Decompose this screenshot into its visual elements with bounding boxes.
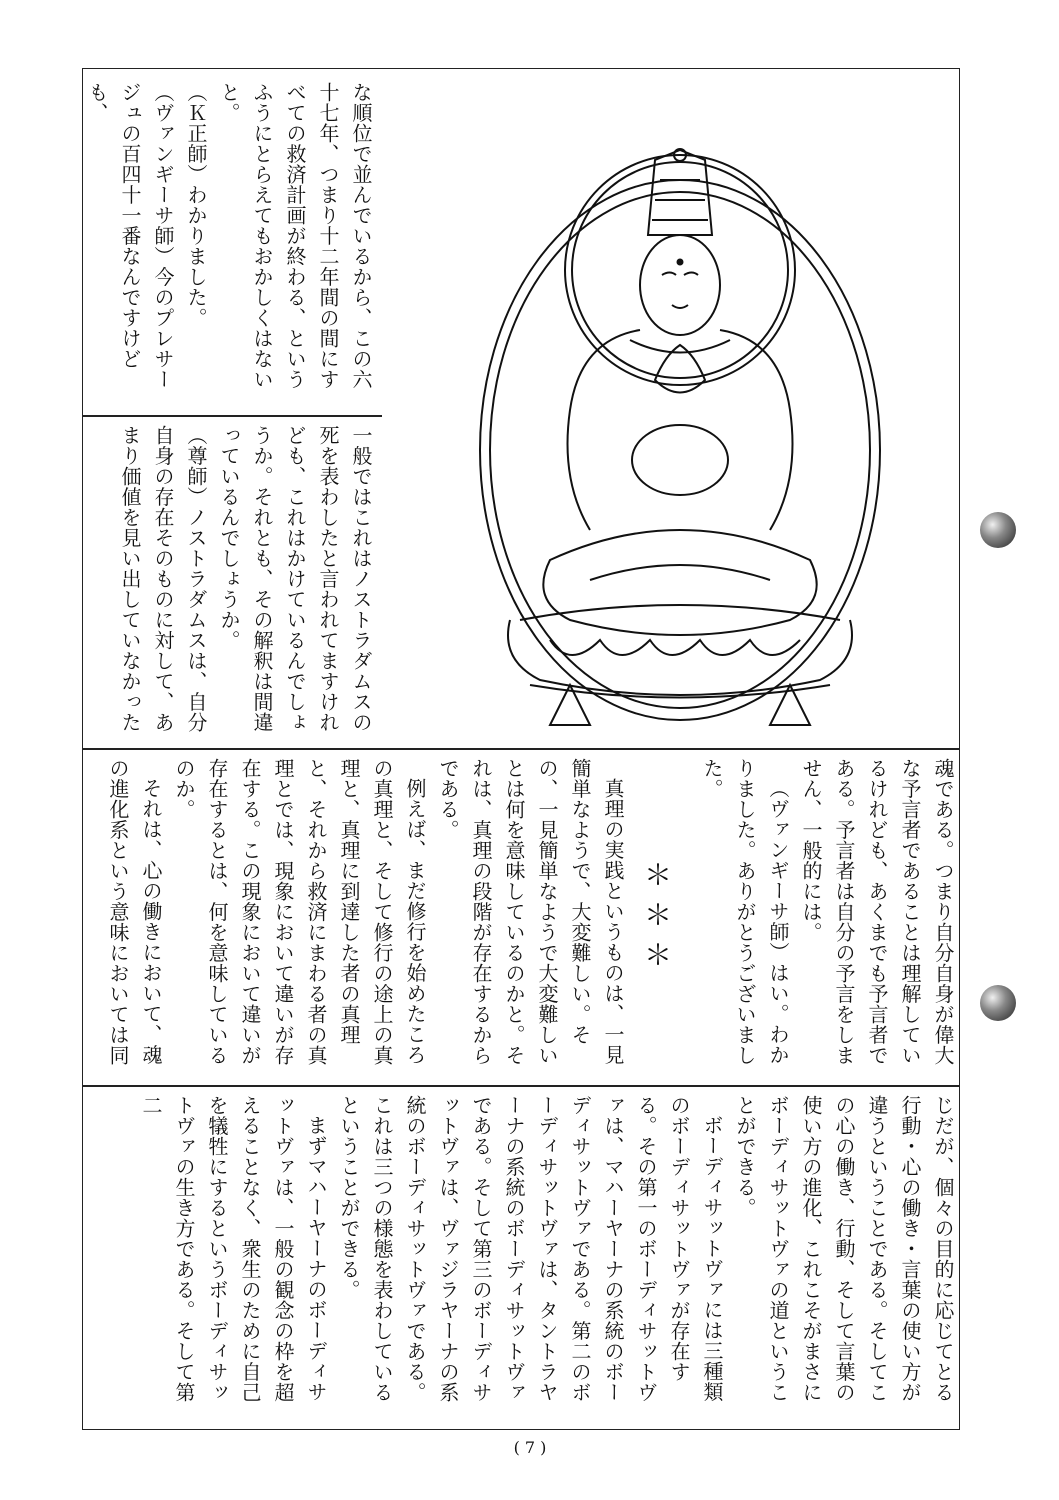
- paragraph: まずマハーヤーナのボーディサットヴァは、一般の観念の枠を超えることなく、衆生のために自己を犠牲にするというボーディサットヴァの生き方である。そして第二: [139, 1095, 328, 1403]
- bodhisattva-illustration: [440, 140, 940, 740]
- paragraph: （ヴァンギーサ師）はい。わかりました。ありがとうございました。: [700, 758, 790, 1066]
- paragraph: （Ｋ正師）わかりました。: [184, 82, 208, 328]
- paragraph: じだが、個々の目的に応じてとる行動・心の働き・言葉の使い方が違うということである。そしてこの心の働き、行動、そして言葉の使い方の進化、これこそがまさにボーディサットヴァの道ということができる。: [733, 1095, 955, 1403]
- paragraph: 魂である。つまり自分自身が偉大な予言者であることは理解しているけれども、あくまでも予言者である。予言者は自分の予言をしません、一般的には。: [799, 758, 955, 1066]
- paragraph: 一般ではこれはノストラダムスの死を表わしたと言われてますけれども、これはかけているんでしょうか。それとも、その解釈は間違っているんでしょうか。: [217, 425, 373, 733]
- paragraph: 例えば、まだ修行を始めたころの真理と、そして修行の途上の真理と、真理に到達した者の真理と、それから救済にまわる者の真理とでは、現象において違いが存在する。この現象において違いが存在するとは、何を意味しているのか。: [172, 758, 427, 1066]
- text-block-middle-lower-left: [106, 758, 629, 1078]
- paragraph: （ヴァンギーサ師）今のプレサージュの百四十一番なんですけども、: [85, 82, 175, 390]
- divider-upper-left: [82, 415, 382, 417]
- paragraph: それは、心の働きにおいて、魂の進化系という意味においては同: [106, 758, 163, 1066]
- binder-hole: [980, 512, 1016, 548]
- divider-middle: [82, 748, 960, 750]
- text-block-bottom: [139, 1095, 959, 1420]
- binder-hole: [980, 985, 1016, 1021]
- stars-ornament: ＊＊＊: [640, 860, 673, 980]
- text-block-middle-right: [700, 758, 959, 1078]
- paragraph: 真理の実践というものは、一見簡単なようで、大変難しい。その、一見簡単なようで大変難しいとは何を意味しているのかと。それは、真理の段階が存在するからである。: [436, 758, 625, 1066]
- paragraph: な順位で並んでいるから、この六十七年、つまり十二年間の間にすべての救済計画が終わる、というふうにとらえてもおかしくはないと。: [217, 82, 373, 390]
- divider-lower: [82, 1085, 960, 1087]
- paragraph: （尊師）ノストラダムスは、自分自身の存在そのものに対して、あまり価値を見い出していなかった: [118, 425, 208, 733]
- paragraph: ボーディサットヴァには三種類のボーディサットヴァが存在する。その第一のボーディサットヴァは、マハーヤーナの系統のボーディサットヴァである。第二のボーディサットヴァは、タントラヤーナの系統のボーディサットヴァである。そして第三のボーディサットヴァは、ヴァジラヤーナの系統のボーディサットヴァである。これは三つの様態を表わしているということができる。: [337, 1095, 724, 1403]
- page-number: ( 7 ): [513, 1438, 547, 1457]
- text-block-middle-left: [87, 425, 377, 743]
- text-block-top-left: [87, 82, 377, 406]
